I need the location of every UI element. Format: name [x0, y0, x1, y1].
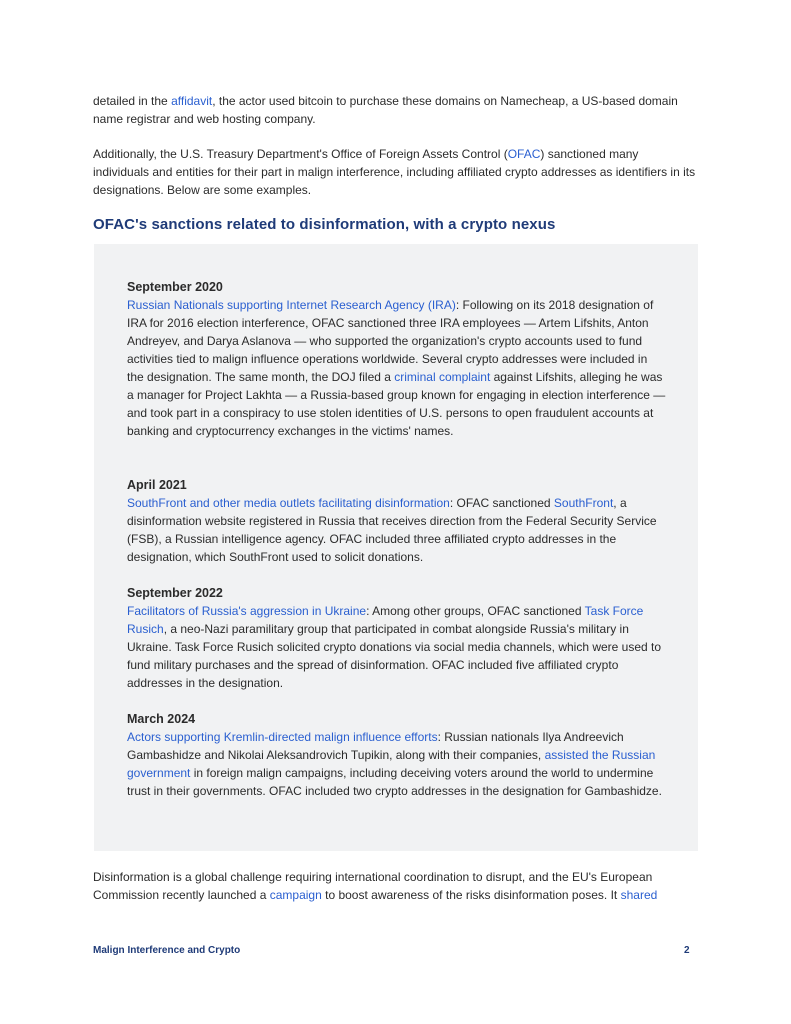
campaign-link[interactable]: campaign — [269, 888, 322, 902]
entry-body: Facilitators of Russia's aggression in Ukraine: Among other groups, OFAC sanctioned Task Force Rusich, a neo-Nazi paramilitary group that participated in combat alongside Russia's military in Ukraine. Task Force Rusich solicited crypto donations via social media channels, which were used to fund military purchases and the spread of disinformation. OFAC included five affiliated crypto addresses in the designation. — [127, 604, 662, 690]
sanction-entry — [127, 278, 667, 440]
affidavit-link[interactable]: affidavit — [171, 94, 213, 108]
intro-paragraph-2: Additionally, the U.S. Treasury Department's Office of Foreign Assets Control (OFAC) sanctioned many individuals and entities for their part in malign interference, including affiliated crypto addresses as identifiers in its designations. Below are some examples. — [93, 147, 696, 197]
entry-date: September 2022 — [127, 586, 223, 600]
entry-title-link[interactable]: Actors supporting Kremlin-directed malign influence efforts — [127, 730, 438, 744]
ofac-link[interactable]: OFAC — [507, 147, 541, 161]
shared-link[interactable]: shared — [620, 888, 658, 902]
intro-paragraph-1: detailed in the affidavit, the actor used bitcoin to purchase these domains on Namecheap, a US-based domain name registrar and web hosting company. — [93, 94, 678, 126]
entry-date: April 2021 — [127, 478, 187, 492]
entry-date: March 2024 — [127, 712, 196, 726]
entry-title-link[interactable]: Facilitators of Russia's aggression in Ukraine — [127, 604, 367, 618]
sanction-entry — [127, 584, 667, 692]
page-number: 2 — [684, 945, 690, 956]
entry-body: Actors supporting Kremlin-directed malign influence efforts: Russian nationals Ilya Andreevich Gambashidze and Nikolai Aleksandrovich Tupikin, along with their companies, assisted the Russian government in foreign malign campaigns, including deceiving voters around the world to undermine trust in their governments. OFAC included two crypto addresses in the designation for Gambashidze. — [127, 730, 662, 798]
sanction-entry — [127, 710, 667, 800]
entry-body: SouthFront and other media outlets facilitating disinformation: OFAC sanctioned SouthFront, a disinformation website registered in Russia that receives direction from the Federal Security Service (FSB), a Russian intelligence agency. OFAC included three affiliated crypto addresses in the designation, which SouthFront used to solicit donations. — [127, 496, 657, 564]
closing-paragraph: Disinformation is a global challenge requiring international coordination to disrupt, and the EU's European Commission recently launched a campaign to boost awareness of the risks disinformation poses. It shared — [93, 870, 658, 902]
task-force-rusich-link[interactable]: Task Force Rusich — [127, 604, 644, 636]
section-heading: OFAC's sanctions related to disinformation, with a crypto nexus — [93, 216, 556, 233]
sanctions-callout-box — [94, 244, 698, 851]
footer-title: Malign Interference and Crypto — [93, 945, 241, 956]
entry-body: Russian Nationals supporting Internet Research Agency (IRA): Following on its 2018 designation of IRA for 2016 election interference, OFAC sanctioned three IRA employees — Artem Lifshits, Anton Andreyev, and Darya Aslanova — who supported the organization's crypto accounts used to fund activities tied to malign influence operations worldwide. Several crypto addresses were included in the designation. The same month, the DOJ filed a criminal complaint against Lifshits, alleging he was a manager for Project Lakhta — a Russia-based group known for engaging in election interference — and took part in a conspiracy to use stolen identities of U.S. persons to open fraudulent accounts at banking and cryptocurrency exchanges in the victims' names. — [127, 298, 666, 438]
assisted-government-link[interactable]: assisted the Russian government — [127, 748, 656, 780]
entry-title-link[interactable]: Russian Nationals supporting Internet Research Agency (IRA) — [127, 298, 456, 312]
criminal-complaint-link[interactable]: criminal complaint — [394, 370, 491, 384]
entry-date: September 2020 — [127, 280, 223, 294]
sanction-entry — [127, 476, 667, 566]
entry-title-link[interactable]: SouthFront and other media outlets facilitating disinformation — [127, 496, 450, 510]
southfront-link[interactable]: SouthFront — [553, 496, 614, 510]
